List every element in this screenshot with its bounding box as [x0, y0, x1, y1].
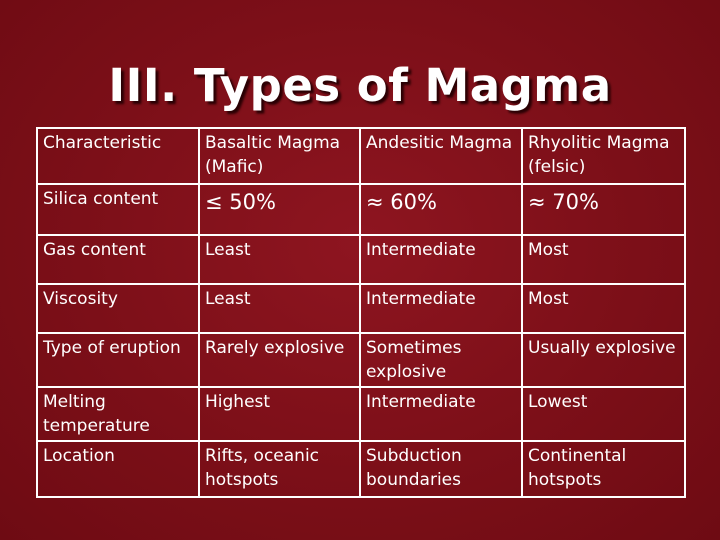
header-rhyolitic-magma: Rhyolitic Magma (felsic)	[522, 128, 685, 184]
cell-rhyolitic: Most	[522, 284, 685, 333]
row-label: Location	[37, 441, 199, 497]
table-row-type-of-eruption	[37, 333, 685, 387]
cell-rhyolitic: Continental hotspots	[522, 441, 685, 497]
cell-rhyolitic: Most	[522, 235, 685, 284]
slide-title: III. Types of Magma	[108, 59, 612, 112]
cell-andesitic: Subduction boundaries	[360, 441, 522, 497]
header-andesitic-magma: Andesitic Magma	[360, 128, 522, 184]
table-row-location	[37, 441, 685, 497]
row-label: Type of eruption	[37, 333, 199, 387]
row-label: Viscosity	[37, 284, 199, 333]
row-label: Gas content	[37, 235, 199, 284]
cell-andesitic: Intermediate	[360, 284, 522, 333]
row-label: Silica content	[37, 184, 199, 235]
cell-basaltic: Highest	[199, 387, 360, 441]
table-header-row	[37, 128, 685, 184]
table-row-melting-temperature	[37, 387, 685, 441]
cell-rhyolitic: Usually explosive	[522, 333, 685, 387]
table-row-gas-content	[37, 235, 685, 284]
cell-basaltic: Rarely explosive	[199, 333, 360, 387]
table-row-silica-content	[37, 184, 685, 235]
cell-basaltic: ≤ 50%	[199, 184, 360, 235]
cell-basaltic: Least	[199, 284, 360, 333]
cell-andesitic: ≈ 60%	[360, 184, 522, 235]
cell-rhyolitic: Lowest	[522, 387, 685, 441]
header-characteristic: Characteristic	[37, 128, 199, 184]
cell-basaltic: Rifts, oceanic hotspots	[199, 441, 360, 497]
cell-rhyolitic: ≈ 70%	[522, 184, 685, 235]
magma-comparison-table	[36, 127, 686, 498]
cell-andesitic: Intermediate	[360, 235, 522, 284]
cell-andesitic: Intermediate	[360, 387, 522, 441]
header-basaltic-magma: Basaltic Magma (Mafic)	[199, 128, 360, 184]
row-label: Melting temperature	[37, 387, 199, 441]
table-row-viscosity	[37, 284, 685, 333]
cell-basaltic: Least	[199, 235, 360, 284]
cell-andesitic: Sometimes explosive	[360, 333, 522, 387]
